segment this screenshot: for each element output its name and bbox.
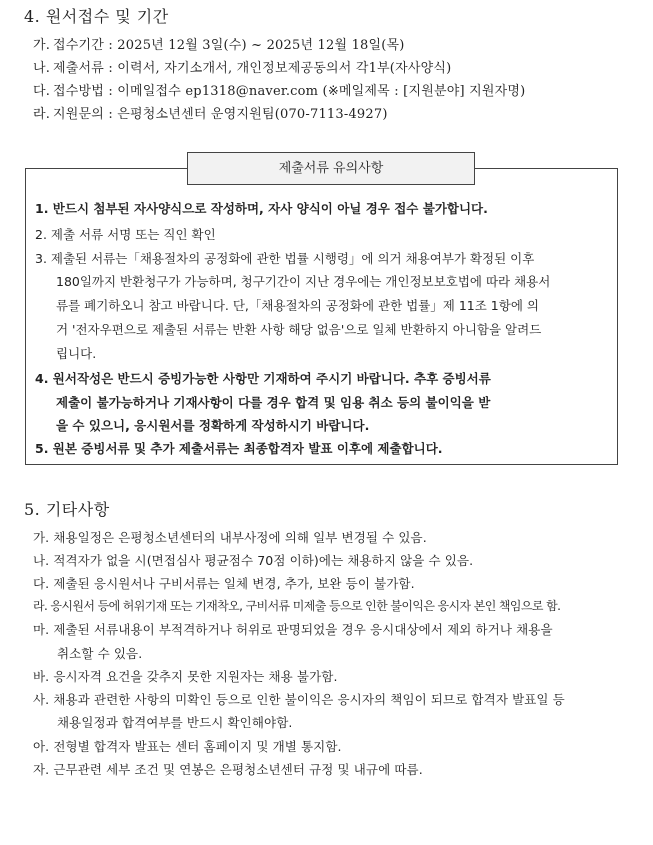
section4-item-a xyxy=(33,34,405,53)
section4-title: 4. 원서접수 및 기간 xyxy=(24,7,169,26)
section5-line: 사. 채용과 관련한 사항의 미확인 등으로 인한 불이익은 응시자의 책임이 되므로 합격자 발표일 등 xyxy=(33,692,565,707)
section5-line: 채용일정과 합격여부를 반드시 확인해야함. xyxy=(57,715,293,730)
section5-line: 마. 제출된 서류내용이 부적격하거나 허위로 판명되었을 경우 응시대상에서 제외 하거나 채용을 xyxy=(33,622,553,637)
notice-line: 180일까지 반환청구가 가능하며, 청구기간이 지난 경우에는 개인정보보호법에 따라 채용서 xyxy=(56,274,551,289)
section5-title: 5. 기타사항 xyxy=(24,500,110,519)
section5-line: 가. 채용일정은 은평청소년센터의 내부사정에 의해 일부 변경될 수 있음. xyxy=(33,530,427,545)
notice-line: 4. 원서작성은 반드시 증빙가능한 사항만 기재하여 주시기 바랍니다. 추후 증빙서류 xyxy=(35,371,491,386)
section4-item-d xyxy=(33,103,388,122)
item-marker: 다. xyxy=(33,84,51,99)
section5-line: 자. 근무관련 세부 조건 및 연봉은 은평청소년센터 규정 및 내규에 따름. xyxy=(33,762,423,777)
notice-line: 5. 원본 증빙서류 및 추가 제출서류는 최종합격자 발표 이후에 제출합니다. xyxy=(35,441,443,456)
notice-line: 제출이 불가능하거나 기재사항이 다를 경우 합격 및 임용 취소 등의 불이익을 받 xyxy=(56,395,491,410)
item-text: 접수기간 : 2025년 12월 3일(수) ~ 2025년 12월 18일(목) xyxy=(53,38,405,53)
section4-item-c xyxy=(33,80,525,99)
notice-title: 제출서류 유의사항 xyxy=(187,152,475,185)
section5-line: 바. 응시자격 요건을 갖추지 못한 지원자는 채용 불가함. xyxy=(33,669,338,684)
notice-line: 을 수 있으니, 응시원서를 정확하게 작성하시기 바랍니다. xyxy=(56,418,370,433)
section5-line: 라. 응시원서 등에 허위기재 또는 기재착오, 구비서류 미제출 등으로 인한 불이익은 응시자 본인 책임으로 함. xyxy=(33,599,561,613)
section5-line: 아. 전형별 합격자 발표는 센터 홈페이지 및 개별 통지함. xyxy=(33,739,342,754)
notice-line: 거 '전자우편으로 제출된 서류는 반환 사항 해당 없음'으로 일체 반환하지 아니함을 알려드 xyxy=(56,322,542,337)
section4-item-b xyxy=(33,57,451,76)
item-marker: 가. xyxy=(33,38,51,53)
notice-line: 1. 반드시 첨부된 자사양식으로 작성하며, 자사 양식이 아닐 경우 접수 불가합니다. xyxy=(35,201,488,216)
notice-line: 류를 폐기하오니 참고 바랍니다. 단,「채용절차의 공정화에 관한 법률」제 11조 1항에 의 xyxy=(56,298,539,313)
item-text: 제출서류 : 이력서, 자기소개서, 개인정보제공동의서 각1부(자사양식) xyxy=(53,61,452,76)
section5-line: 취소할 수 있음. xyxy=(57,646,143,661)
item-marker: 나. xyxy=(33,61,51,76)
item-text: 접수방법 : 이메일접수 ep1318@naver.com (※메일제목 : [지원분야] 지원자명) xyxy=(53,84,526,99)
notice-line: 립니다. xyxy=(56,346,97,361)
section5-line: 나. 적격자가 없을 시(면접심사 평균점수 70점 이하)에는 채용하지 않을 수 있음. xyxy=(33,553,474,568)
item-marker: 라. xyxy=(33,107,51,122)
item-text: 지원문의 : 은평청소년센터 운영지원팀(070-7113-4927) xyxy=(53,107,388,122)
notice-line: 3. 제출된 서류는「채용절차의 공정화에 관한 법률 시행령」에 의거 채용여부가 확정된 이후 xyxy=(35,251,535,266)
notice-line: 2. 제출 서류 서명 또는 직인 확인 xyxy=(35,227,216,242)
section5-line: 다. 제출된 응시원서나 구비서류는 일체 변경, 추가, 보완 등이 불가함. xyxy=(33,576,415,591)
